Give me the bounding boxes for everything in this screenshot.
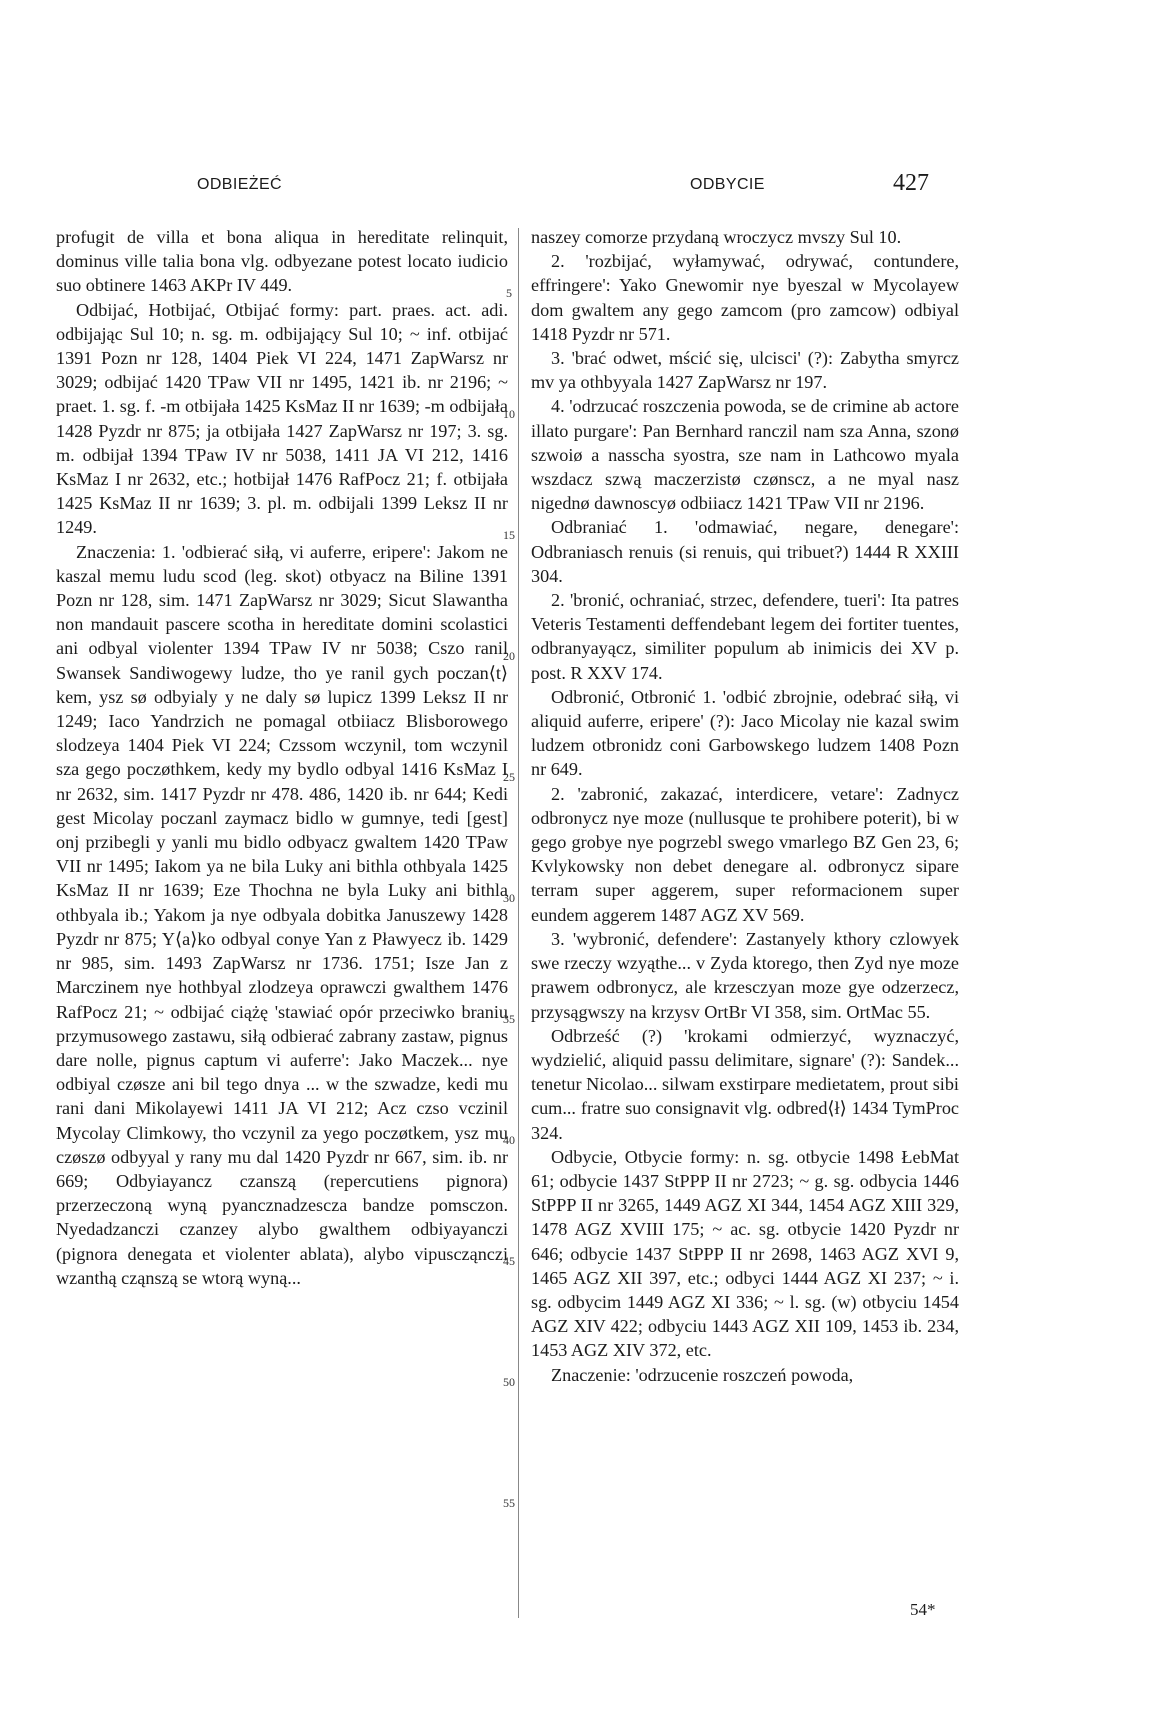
column-divider (518, 228, 519, 1618)
paragraph: naszey comorze przydaną wroczycz mvszy Sul 10. (531, 227, 902, 247)
right-running-head: ODBYCIE (690, 176, 765, 193)
line-number: 50 (503, 1375, 515, 1389)
line-number: 55 (503, 1496, 515, 1510)
entry-odbraniac: Odbraniać 1. 'odmawiać, negare, denegare': Odbraniasch renuis (si renuis, qui tribuet?) 1444 R XXIII 304. (531, 517, 959, 586)
entry-odbijac-forms: Odbijać, Hotbijać, Otbijać formy: part. praes. act. adi. odbijając Sul 10; n. sg. m. odbijający Sul 10; ~ inf. otbijać 1391 Pozn nr 128, 1404 Piek VI 224, 1471 ZapWarsz nr 3029; odbijać 1420 TPaw VII nr 1495, 1421 ib. nr 2196; ~ praet. 1. sg. f. -m otbijała 1425 KsMaz II nr 1639; -m odbijała 1428 Pyzdr nr 875; ja otbijała 1427 ZapWarsz nr 197; 3. sg. m. odbijał 1394 TPaw IV nr 5038, 1411 JA VI 212, 1416 KsMaz I nr 2632, etc.; hotbijał 1476 RafPocz 21; f. otbijała 1425 KsMaz II nr 1639; 3. pl. m. odbijali 1399 Leksz II nr 1249. (56, 299, 508, 538)
paragraph: 3. 'brać odwet, mścić się, ulcisci' (?): Zabytha smyrcz mv ya othbyyala 1427 ZapWarsz nr 197. (531, 348, 959, 393)
paragraph: profugit de villa et bona aliqua in hereditate relinquit, dominus ville talia bona vlg. odbyezane potest locato iudicio suo obtinere 1463 AKPr IV 449. (56, 227, 508, 296)
line-number: 30 (503, 891, 515, 905)
line-number: 45 (503, 1254, 515, 1268)
paragraph: 3. 'wybronić, defendere': Zastanyely kthory czlowyek swe rzeczy wzyąthe... v Zyda ktorego, then Zyd nye moze prawem odbronycz, ale krzesczyan moze gye odzerzecz, przysągwszy na krzysv OrtBr VI 358, sim. OrtMac 55. (531, 928, 959, 1022)
left-column (56, 225, 508, 1620)
paragraph: 4. 'odrzucać roszczenia powoda, se de crimine ab actore illato purgare': Pan Bernhard ranczil nam sza Anna, szonø szwoiø a nasscha syostra, sze nam in Lathcowo myala wszdacz szwą maczerzistø czønscz, a ne myal nasz nigednø dawnoscyø odbiiacz 1421 TPaw VII nr 2196. (531, 396, 959, 514)
page-number: 427 (893, 170, 929, 196)
entry-odbycie: Odbycie, Otbycie formy: n. sg. otbycie 1498 ŁebMat 61; odbycie 1437 StPPP II nr 2723; ~ g. sg. odbycia 1446 StPPP II nr 3265, 1449 AGZ XI 344, 1454 AGZ XIII 329, 1478 AGZ XVIII 175; ~ ac. sg. otbycie 1420 Pyzdr nr 646; odbycie 1437 StPPP II nr 2698, 1463 AGZ XVI 9, 1465 AGZ XII 397, etc.; odbyci 1444 AGZ XI 237; ~ i. sg. odbycim 1449 AGZ XI 336; ~ l. sg. (w) otbyciu 1454 AGZ XIV 422; odbyciu 1443 AGZ XII 109, 1453 ib. 234, 1453 AGZ XIV 372, etc. (531, 1146, 959, 1361)
entry-odbijac-meanings: Znaczenia: 1. 'odbierać siłą, vi auferre, eripere': Jakom ne kaszal memu ludu scod (leg. skot) otbyacz na Biline 1391 Pozn nr 128, sim. 1471 ZapWarsz nr 3029; Sicut Slawantha non mandauit pascere scotha in hereditate domini scolastici ani odbyal violenter 1394 TPaw IV nr 5038; Cszo ranil Swansek Sandiwogewy ludze, tho ye ranil gych poczan⟨t⟩kem, ysz sø odbyialy y ne daly sø lupicz 1399 Leksz II nr 1249; Iaco Yandrzich ne pomagal otbiiacz Blisborowego slodzeya 1404 Piek VI 224; Czssom wczynil, tom wczynil sza gego poczøthkem, kedy my bydlo odbyal 1416 KsMaz I nr 2632, sim. 1417 Pyzdr nr 478. 486, 1420 ib. nr 644; Kedi gest Micolay poczanl zaymacz bidlo w gumnye, tedi [gest] onj przibegli y yanli mu bidlo odbyacz gwaltem 1420 TPaw VII nr 1495; Iakom ya ne bila Luky ani bithla othbyala 1425 KsMaz II nr 1639; Eze Thochna ne byla Luky ani bithla othbyala ib.; Yakom ja nye odbyala dobitka Januszewy 1428 Pyzdr nr 875; Y⟨a⟩ko odbyal conye Yan z Pławyecz ib. 1429 nr 985, sim. 1493 ZapWarsz nr 1736. 1751; Isze Jan z Marczinem nye hothbyal zlodzeya oprawczi gwalthem 1476 RafPocz 21; ~ odbijać ciążę 'stawiać opór przeciwko braniu przymusowego zastawu, siłą odbierać zabrany zastaw, pignus dare nolle, pignus captum vi auferre': Jako Maczek... nye odbiyal czøsze ani bil tego dnya ... w the szwadze, kedi mu rani dani Mikolayewi 1411 JA VI 212; Acz czso vczinil Mycolay Climkowy, tho vczynil za yego poczøtkem, ysz mu czøszø odbyyal y rany mu dal 1420 Pyzdr nr 667, sim. ib. nr 669; Odbyiayancz czanszą (repercutiens pignora) przerzeczoną wyną pyancznadzescza bandze pomsczon. Nyedadzanczi czanzey alybo gwalthem odbiyayanczi (pignora denegata et violenter ablata), alybo vipuscząnczi wzanthą cząnszą se wtorą wyną... (56, 541, 508, 1288)
paragraph: 2. 'rozbijać, wyłamywać, odrywać, contundere, effringere': Yako Gnewomir nye byeszal w Mycolayew dom gwaltem any gego zamcom (pro zamcow) odbiyal 1418 Pyzdr nr 571. (531, 251, 959, 344)
entry-odbrzesc: Odbrześć (?) 'krokami odmierzyć, wyznaczyć, wydzielić, aliquid passu delimitare, signare' (?): Sandek... tenetur Nicolao... silwam exstirpare medietatem, prout sibi cum... fratre suo consignavit vlg. odbred⟨ł⟩ 1434 TymProc 324. (531, 1025, 959, 1143)
entry-odbronic: Odbronić, Otbronić 1. 'odbić zbrojnie, odebrać siłą, vi aliquid auferre, eripere' (?): Jaco Micolay nie kazal swim ludzem otbronidz coni Garbowskego ludzem 1408 Pozn nr 649. (531, 686, 959, 780)
page-header (0, 170, 1150, 200)
paragraph: 2. 'zabronić, zakazać, interdicere, vetare': Zadnycz odbronycz nye moze (nullusque te prohibere poterit), bi w gego grobye nye pogrzebl swego vmarlego BZ Gen 23, 6; Kvlykowsky non debet denegare al. odbronycz sipare terram super aggerem, super reformacionem super eundem aggerem 1487 AGZ XV 569. (531, 783, 959, 925)
line-number: 20 (503, 649, 515, 663)
right-column (531, 225, 959, 1620)
line-number: 10 (503, 407, 515, 421)
signature-mark: 54* (910, 1600, 936, 1619)
line-number: 40 (503, 1133, 515, 1147)
left-running-head: ODBIEŻEĆ (197, 176, 282, 193)
line-number: 15 (503, 528, 515, 542)
line-number: 25 (503, 770, 515, 784)
paragraph: Znaczenie: 'odrzucenie roszczeń powoda, (551, 1364, 854, 1385)
line-number: 5 (506, 286, 512, 300)
line-number: 35 (503, 1012, 515, 1026)
paragraph: 2. 'bronić, ochraniać, strzec, defendere, tueri': Ita patres Veteris Testamenti deffendebant legem dei fortiter tuentes, odbranyayącz, similiter populum ab inimicis dei XV p. post. R XXV 174. (531, 590, 959, 683)
